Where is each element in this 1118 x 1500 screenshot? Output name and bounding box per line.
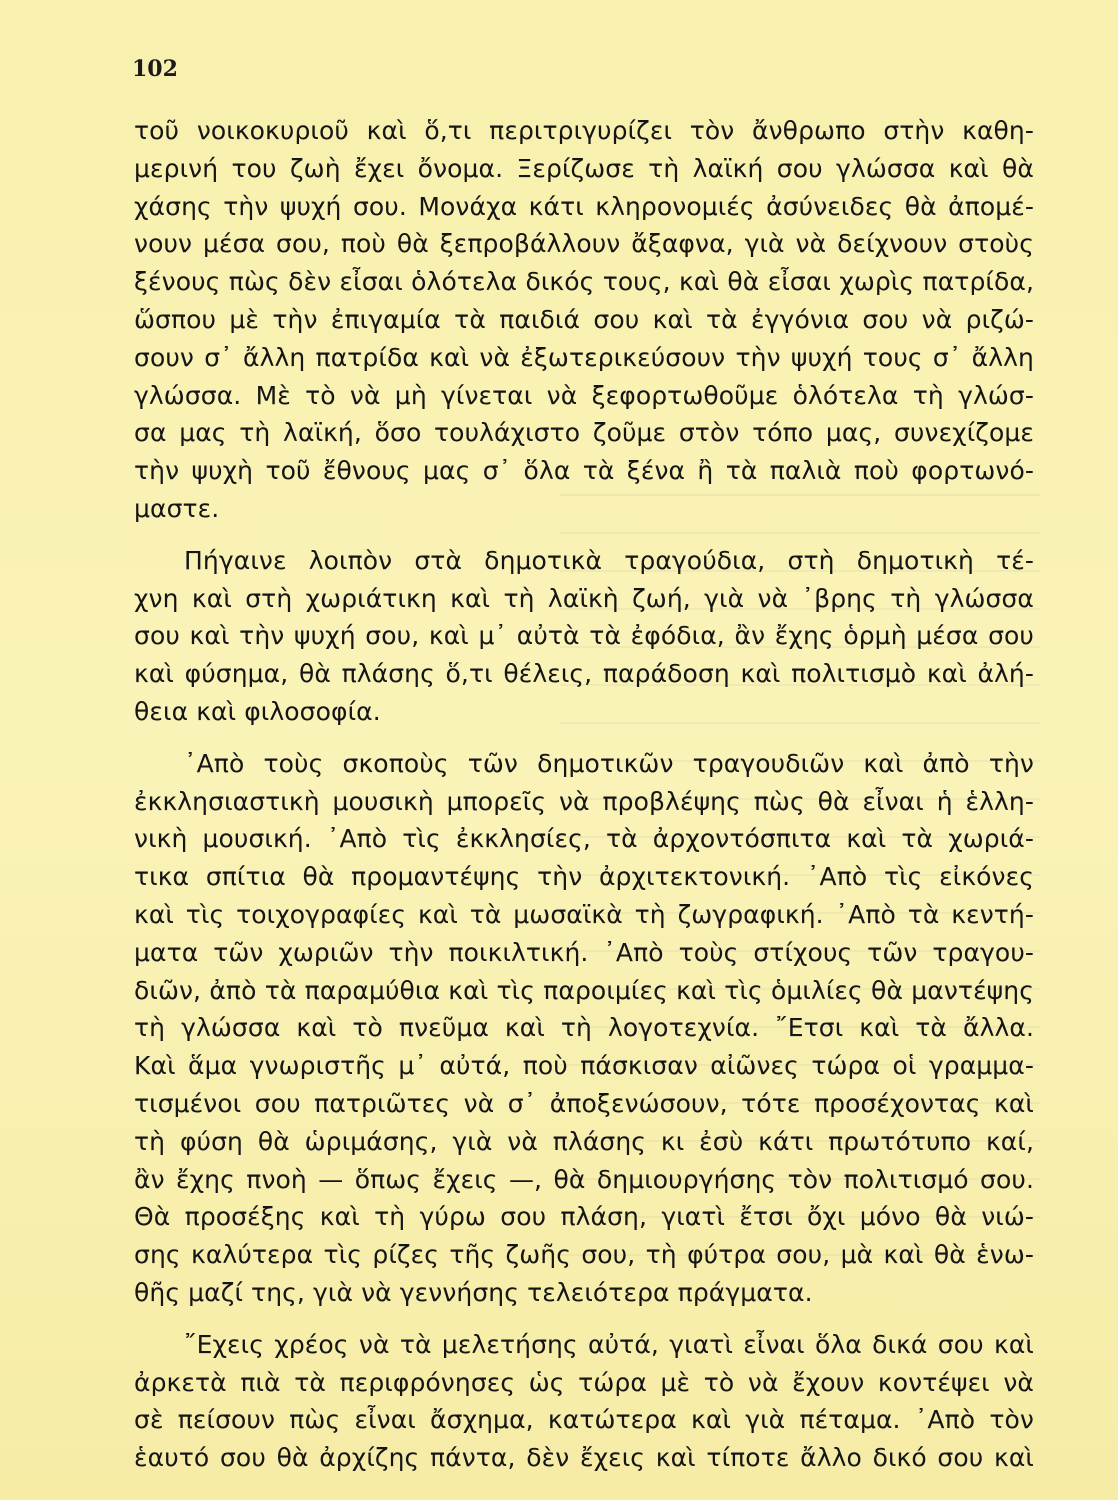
paragraph <box>134 542 1034 731</box>
text-line: ἂν ἔχης πνοὴ — ὅπως ἔχεις —, θὰ δημιουργήσης τὸν πολιτισμό σου. <box>134 1164 1034 1194</box>
text-line: ματα τῶν χωριῶν τὴν ποικιλτική. ᾽Απὸ τοὺς στίχους τῶν τραγου- <box>134 937 1034 967</box>
text-line: ἐκκλησιαστικὴ μουσικὴ μπορεῖς νὰ προβλέψης πὼς θὰ εἶναι ἡ ἑλλη- <box>134 786 1034 816</box>
paragraph <box>134 112 1034 528</box>
text-line: σης καλύτερα τὶς ρίζες τῆς ζωῆς σου, τὴ φύτρα σου, μὰ καὶ θὰ ἑνω- <box>134 1240 1034 1270</box>
text-line: μερινή του ζωὴ ἔχει ὄνομα. Ξερίζωσε τὴ λαϊκή σου γλώσσα καὶ θὰ <box>134 153 1034 183</box>
page-number: 102 <box>132 56 178 82</box>
body-text <box>134 112 1034 1477</box>
text-line: Καὶ ἅμα γνωριστῆς μ᾽ αὐτά, ποὺ πάσκισαν αἰῶνες τώρα οἱ γραμμα- <box>134 1051 1034 1081</box>
text-line: Θὰ προσέξης καὶ τὴ γύρω σου πλάση, γιατὶ ἔτσι ὄχι μόνο θὰ νιώ- <box>134 1202 1034 1232</box>
text-line: τὴν ψυχὴ τοῦ ἔθνους μας σ᾽ ὅλα τὰ ξένα ἢ τὰ παλιὰ ποὺ φορτωνό- <box>134 456 1034 486</box>
text-line: τὴ γλώσσα καὶ τὸ πνεῦμα καὶ τὴ λογοτεχνία. ῎Ετσι καὶ τὰ ἄλλα. <box>134 1013 1034 1043</box>
text-line: γλώσσα. Μὲ τὸ νὰ μὴ γίνεται νὰ ξεφορτωθοῦμε ὁλότελα τὴ γλώσ- <box>134 380 1034 410</box>
text-line: τικα σπίτια θὰ προμαντέψης τὴν ἀρχιτεκτονική. ᾽Απὸ τὶς εἰκόνες <box>134 862 1034 892</box>
text-line: ἑαυτό σου θὰ ἀρχίζης πάντα, δὲν ἔχεις καὶ τίποτε ἄλλο δικό σου καὶ <box>134 1443 1034 1473</box>
paragraph <box>134 745 1034 1312</box>
text-line: καὶ φύσημα, θὰ πλάσης ὅ,τι θέλεις, παράδοση καὶ πολιτισμὸ καὶ ἀλή- <box>134 659 1034 689</box>
text-line: ἀρκετὰ πιὰ τὰ περιφρόνησες ὡς τώρα μὲ τὸ νὰ ἔχουν κοντέψει νὰ <box>134 1367 1034 1397</box>
text-line: χάσης τὴν ψυχή σου. Μονάχα κάτι κληρονομιές ἀσύνειδες θὰ ἀπομέ- <box>134 191 1034 221</box>
text-line: διῶν, ἀπὸ τὰ παραμύθια καὶ τὶς παροιμίες καὶ τὶς ὁμιλίες θὰ μαντέψης <box>134 975 1034 1005</box>
text-line: τὴ φύση θὰ ὡριμάσης, γιὰ νὰ πλάσης κι ἐσὺ κάτι πρωτότυπο καί, <box>134 1126 1034 1156</box>
text-line: Πήγαινε λοιπὸν στὰ δημοτικὰ τραγούδια, στὴ δημοτικὴ τέ- <box>184 545 1034 575</box>
text-line: ᾽Απὸ τοὺς σκοποὺς τῶν δημοτικῶν τραγουδιῶν καὶ ἀπὸ τὴν <box>184 748 1034 778</box>
text-line: νικὴ μουσική. ᾽Απὸ τὶς ἐκκλησίες, τὰ ἀρχοντόσπιτα καὶ τὰ χωριά- <box>134 824 1034 854</box>
text-line: ῎Εχεις χρέος νὰ τὰ μελετήσης αὐτά, γιατὶ εἶναι ὅλα δικά σου καὶ <box>184 1329 1034 1359</box>
text-line: νουν μέσα σου, ποὺ θὰ ξεπροβάλλουν ἄξαφνα, γιὰ νὰ δείχνουν στοὺς <box>134 229 1034 259</box>
text-line: σου καὶ τὴν ψυχή σου, καὶ μ᾽ αὐτὰ τὰ ἐφόδια, ἂν ἔχης ὁρμὴ μέσα σου <box>134 621 1034 651</box>
text-line: μαστε. <box>134 493 220 523</box>
text-line: τοῦ νοικοκυριοῦ καὶ ὅ,τι περιτριγυρίζει τὸν ἄνθρωπο στὴν καθη- <box>134 116 1034 145</box>
text-line: θεια καὶ φιλοσοφία. <box>134 696 381 726</box>
text-line: καὶ τὶς τοιχογραφίες καὶ τὰ μωσαϊκὰ τὴ ζωγραφική. ᾽Απὸ τὰ κεντή- <box>134 899 1034 929</box>
text-line: τισμένοι σου πατριῶτες νὰ σ᾽ ἀποξενώσουν, τότε προσέχοντας καὶ <box>134 1088 1034 1118</box>
text-line: σουν σ᾽ ἄλλη πατρίδα καὶ νὰ ἐξωτερικεύσουν τὴν ψυχή τους σ᾽ ἄλλη <box>134 342 1034 372</box>
text-line: σα μας τὴ λαϊκή, ὅσο τουλάχιστο ζοῦμε στὸν τόπο μας, συνεχίζομε <box>134 418 1034 448</box>
paragraph <box>134 1326 1034 1477</box>
text-line: χνη καὶ στὴ χωριάτικη καὶ τὴ λαϊκὴ ζωή, γιὰ νὰ ᾽βρης τὴ γλώσσα <box>134 583 1034 613</box>
text-line: σὲ πείσουν πὼς εἶναι ἄσχημα, κατώτερα καὶ γιὰ πέταμα. ᾽Απὸ τὸν <box>134 1405 1034 1435</box>
text-line: ξένους πὼς δὲν εἶσαι ὁλότελα δικός τους, καὶ θὰ εἶσαι χωρὶς πατρίδα, <box>134 267 1034 297</box>
text-line: θῆς μαζί της, γιὰ νὰ γεννήσης τελειότερα πράγματα. <box>134 1277 813 1307</box>
text-line: ὥσπου μὲ τὴν ἐπιγαμία τὰ παιδιά σου καὶ τὰ ἐγγόνια σου νὰ ριζώ- <box>134 304 1034 334</box>
